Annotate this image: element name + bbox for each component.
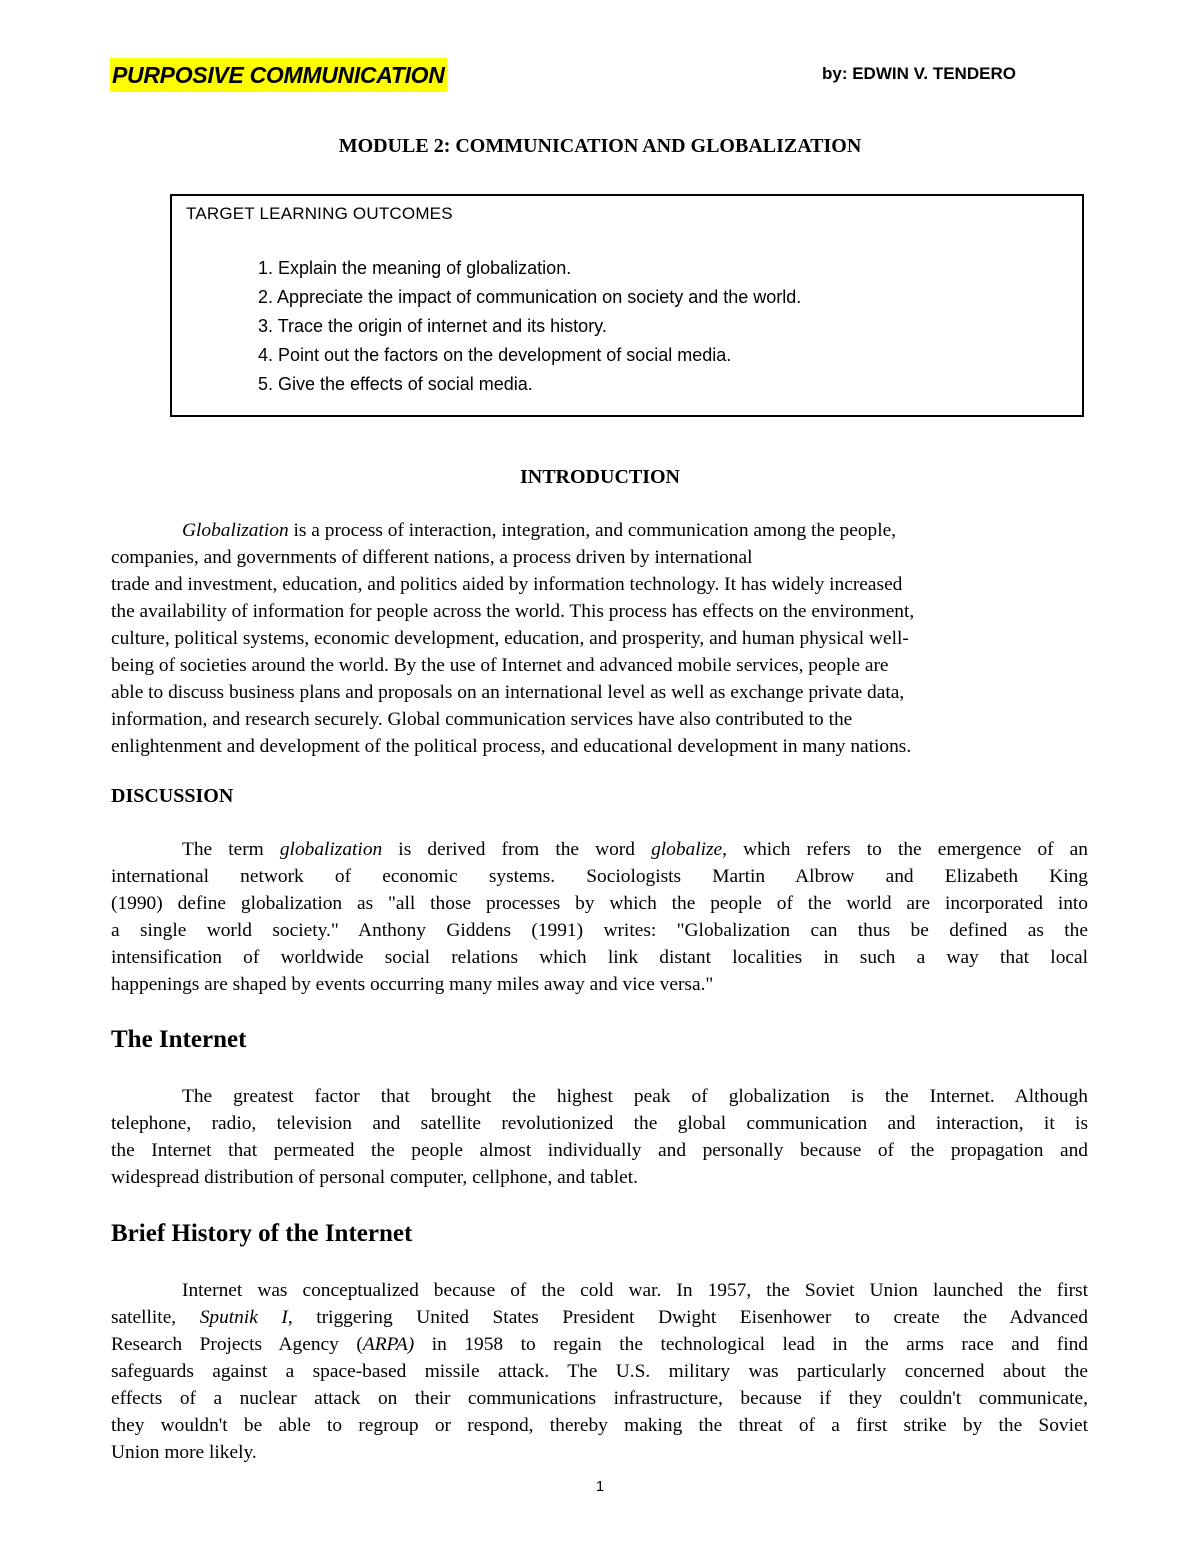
paragraph-line: happenings are shaped by events occurring many miles away and vice versa." (111, 974, 714, 995)
learning-outcomes-box (170, 194, 1084, 417)
italic-term: Globalization (182, 520, 289, 541)
course-title: PURPOSIVE COMMUNICATION (110, 58, 447, 92)
paragraph-line: Research Projects Agency (ARPA) in 1958 to regain the technological lead in the arms race and find (111, 1334, 1088, 1355)
author-credit: by: EDWIN V. TENDERO (822, 64, 1016, 83)
outcome-item: 4. Point out the factors on the development of social media. (258, 345, 732, 365)
paragraph-line: they wouldn't be able to regroup or respond, thereby making the threat of a first strike by the Soviet (111, 1415, 1088, 1436)
paragraph-line: effects of a nuclear attack on their communications infrastructure, because if they couldn't communicate, (111, 1388, 1088, 1409)
outcome-item: 5. Give the effects of social media. (258, 374, 533, 394)
internet-paragraph (111, 1083, 1088, 1191)
paragraph-line: being of societies around the world. By the use of Internet and advanced mobile services, people are (111, 655, 889, 676)
internet-heading: The Internet (111, 1026, 247, 1053)
paragraph-line: the availability of information for people across the world. This process has effects on the environment, (111, 601, 915, 622)
introduction-heading: INTRODUCTION (519, 466, 681, 488)
paragraph-line: culture, political systems, economic development, education, and prosperity, and human physical well- (111, 628, 909, 649)
outcomes-list (258, 254, 801, 399)
outcome-item: 1. Explain the meaning of globalization. (258, 258, 572, 278)
italic-term: ARPA) (362, 1334, 415, 1355)
paragraph-line: satellite, Sputnik I, triggering United States President Dwight Eisenhower to create the Advanced (111, 1307, 1088, 1328)
paragraph-line: the Internet that permeated the people almost individually and personally because of the propagation and (111, 1140, 1088, 1161)
paragraph-line: The greatest factor that brought the highest peak of globalization is the Internet. Although (182, 1086, 1088, 1107)
history-heading: Brief History of the Internet (111, 1220, 413, 1247)
introduction-paragraph (111, 517, 1088, 760)
module-title: MODULE 2: COMMUNICATION AND GLOBALIZATION (338, 135, 862, 157)
page-number: 1 (595, 1478, 605, 1495)
paragraph-line: Union more likely. (111, 1442, 257, 1463)
paragraph-line: Globalization is a process of interaction, integration, and communication among the people, (182, 520, 897, 541)
italic-term: Sputnik I (199, 1307, 288, 1328)
discussion-paragraph (111, 836, 1088, 998)
discussion-heading: DISCUSSION (111, 785, 234, 807)
paragraph-line: safeguards against a space-based missile attack. The U.S. military was particularly concerned about the (111, 1361, 1088, 1382)
paragraph-line: widespread distribution of personal computer, cellphone, and tablet. (111, 1167, 638, 1188)
paragraph-line: telephone, radio, television and satellite revolutionized the global communication and interaction, it is (111, 1113, 1088, 1134)
paragraph-line: information, and research securely. Global communication services have also contributed to the (111, 709, 853, 730)
outcomes-heading: TARGET LEARNING OUTCOMES (186, 204, 453, 223)
paragraph-line: trade and investment, education, and politics aided by information technology. It has widely increased (111, 574, 903, 595)
history-paragraph (111, 1277, 1088, 1466)
paragraph-line: companies, and governments of different nations, a process driven by international (111, 547, 753, 568)
outcome-item: 3. Trace the origin of internet and its history. (258, 316, 607, 336)
paragraph-line: intensification of worldwide social relations which link distant localities in such a way that local (111, 947, 1088, 968)
paragraph-line: (1990) define globalization as "all those processes by which the people of the world are incorporated into (111, 893, 1088, 914)
paragraph-line: Internet was conceptualized because of the cold war. In 1957, the Soviet Union launched the first (182, 1280, 1088, 1301)
italic-term: globalization (279, 839, 383, 860)
paragraph-line: enlightenment and development of the political process, and educational development in many nations. (111, 736, 912, 757)
paragraph-line: a single world society." Anthony Giddens (1991) writes: "Globalization can thus be defined as the (111, 920, 1088, 941)
paragraph-line: able to discuss business plans and proposals on an international level as well as exchange private data, (111, 682, 905, 703)
paragraph-line: The term globalization is derived from the word globalize, which refers to the emergence of an (182, 839, 1088, 860)
italic-term: globalize (651, 839, 723, 860)
outcome-item: 2. Appreciate the impact of communication on society and the world. (258, 287, 802, 307)
paragraph-line: international network of economic systems. Sociologists Martin Albrow and Elizabeth King (111, 866, 1088, 887)
